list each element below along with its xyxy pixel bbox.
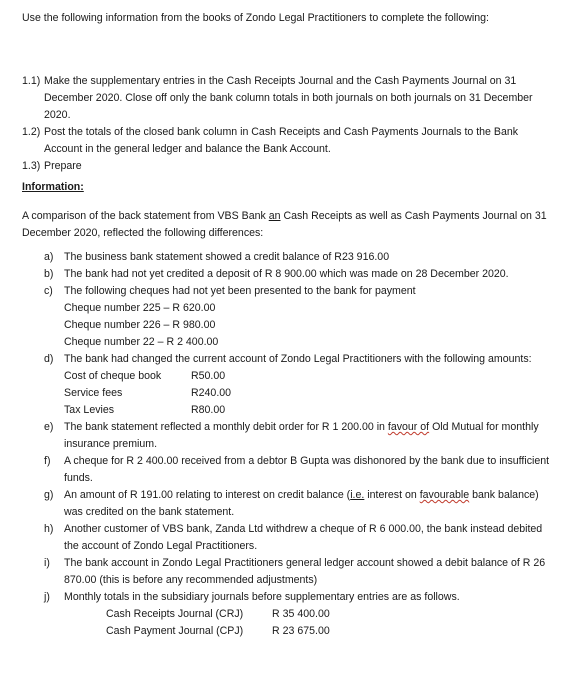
item-text: A cheque for R 2 400.00 received from a debtor B Gupta was dishonored by the bank due to insufficient funds. — [64, 455, 550, 484]
journal-total-row — [64, 623, 552, 640]
task-1-1 — [22, 73, 552, 124]
item-c — [22, 283, 552, 351]
charge-row — [64, 385, 552, 402]
journal-label: Cash Receipts Journal (CRJ) — [106, 608, 244, 620]
item-a — [22, 249, 552, 266]
charge-label: Cost of cheque book — [64, 370, 162, 382]
item-text-after: Old Mutual for monthly insurance premium. — [64, 421, 539, 450]
spellcheck-word: favour of — [387, 421, 430, 433]
item-text: The bank had changed the current account of Zondo Legal Practitioners with the following amounts: — [64, 353, 532, 365]
item-text: Another customer of VBS bank, Zanda Ltd withdrew a cheque of R 6 000.00, the bank instead debited the account of Zondo Legal Practitioners. — [64, 523, 543, 552]
journal-amount: R 23 675.00 — [272, 625, 330, 637]
information-heading: Information: — [22, 181, 84, 193]
task-list — [22, 73, 552, 175]
differences-list — [22, 249, 552, 640]
cheque-line: Cheque number 22 – R 2 400.00 — [64, 336, 219, 348]
item-text-mid: interest on — [364, 489, 420, 501]
charge-row — [64, 402, 552, 419]
item-g — [22, 487, 552, 521]
comparison-text-after: Cash Receipts as well as Cash Payments Journal on 31 December 2020, reflected the following differences: — [22, 210, 547, 239]
item-f — [22, 453, 552, 487]
journal-amount: R 35 400.00 — [272, 608, 330, 620]
item-letter: b) — [44, 268, 54, 280]
journal-label: Cash Payment Journal (CPJ) — [106, 625, 244, 637]
intro-paragraph: Use the following information from the books of Zondo Legal Practitioners to complete the following: — [22, 12, 489, 24]
task-text: Post the totals of the closed bank column in Cash Receipts and Cash Payments Journals to the Bank Account in the general ledger and balance the Bank Account. — [44, 126, 519, 155]
item-text: The bank had not yet credited a deposit of R 8 900.00 which was made on 28 December 2020. — [64, 268, 509, 280]
document — [22, 10, 552, 640]
charge-amount: R240.00 — [191, 387, 232, 399]
comparison-text-before: A comparison of the back statement from VBS Bank — [22, 210, 269, 222]
task-1-2 — [22, 124, 552, 158]
task-1-3 — [22, 158, 552, 175]
item-text: The following cheques had not yet been presented to the bank for payment — [64, 285, 416, 297]
item-text: The bank account in Zondo Legal Practitioners general ledger account showed a debit balance of R 26 870.00 (this is before any recommended adjustments) — [64, 557, 546, 586]
charge-label: Service fees — [64, 387, 123, 399]
charge-row — [64, 368, 552, 385]
task-number: 1.2) — [22, 126, 41, 138]
item-text-after: bank balance) was credited on the bank statement. — [64, 489, 539, 518]
task-number: 1.1) — [22, 75, 41, 87]
item-letter: j) — [44, 591, 50, 603]
item-d — [22, 351, 552, 419]
item-letter: c) — [44, 285, 53, 297]
charge-label: Tax Levies — [64, 404, 115, 416]
item-letter: g) — [44, 489, 54, 501]
item-e — [22, 419, 552, 453]
charge-amount: R80.00 — [191, 404, 226, 416]
item-letter: i) — [44, 557, 50, 569]
item-b — [22, 266, 552, 283]
item-text-before: The bank statement reflected a monthly debit order for R 1 200.00 in — [64, 421, 388, 433]
journal-total-row — [64, 606, 552, 623]
item-letter: a) — [44, 251, 54, 263]
task-number: 1.3) — [22, 160, 41, 172]
item-text-before: An amount of R 191.00 relating to interest on credit balance ( — [64, 489, 351, 501]
comparison-paragraph — [22, 208, 552, 242]
task-text: Prepare — [44, 160, 82, 172]
comparison-word-an: an — [268, 210, 281, 222]
spellcheck-word: favourable — [419, 489, 470, 501]
cheque-line: Cheque number 225 – R 620.00 — [64, 302, 216, 314]
item-text: The business bank statement showed a credit balance of R23 916.00 — [64, 251, 390, 263]
cheque-line: Cheque number 226 – R 980.00 — [64, 319, 216, 331]
task-text: Make the supplementary entries in the Cash Receipts Journal and the Cash Payments Journal on 31 December 2020. Close off only the bank column totals in both journals on both journals on 31 December 2020. — [44, 75, 533, 121]
item-letter: e) — [44, 421, 54, 433]
item-letter: d) — [44, 353, 54, 365]
item-j — [22, 589, 552, 640]
item-h — [22, 521, 552, 555]
item-text: Monthly totals in the subsidiary journals before supplementary entries are as follows. — [64, 591, 460, 603]
item-letter: h) — [44, 523, 54, 535]
item-letter: f) — [44, 455, 51, 467]
item-i — [22, 555, 552, 589]
charge-amount: R50.00 — [191, 370, 226, 382]
abbrev-ie: i.e. — [350, 489, 365, 501]
